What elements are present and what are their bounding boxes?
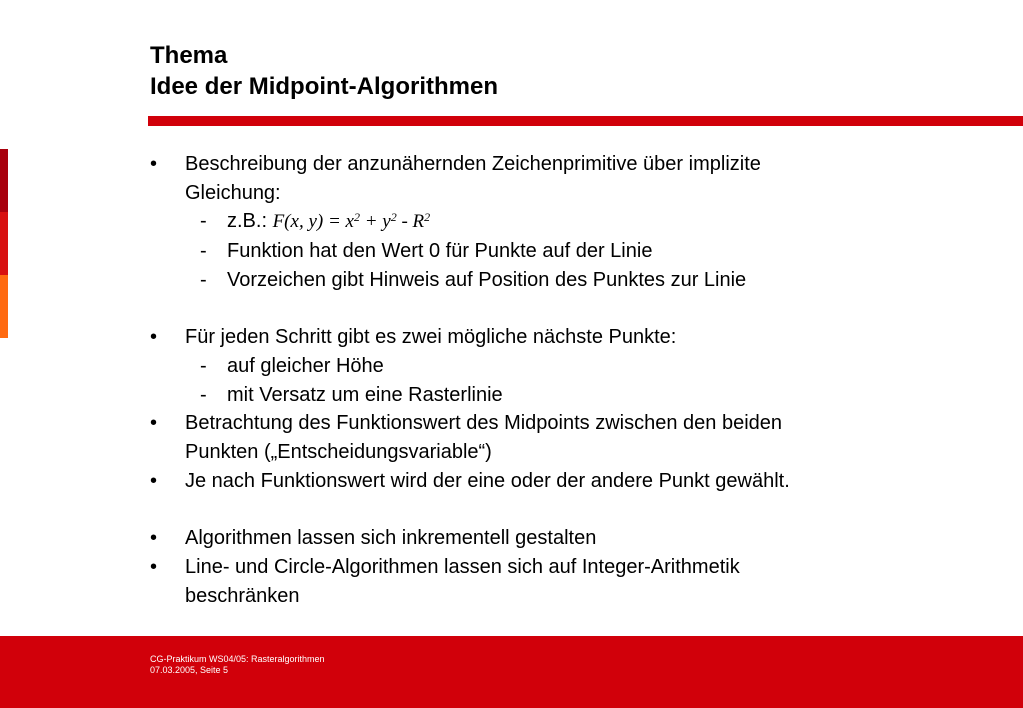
dash-marker: - [200, 268, 207, 291]
list-item [150, 323, 1000, 352]
list-item-text: Je nach Funktionswert wird der eine oder der andere Punkt gewählt. [185, 469, 790, 492]
dash-marker: - [200, 383, 207, 406]
sub-list-item-text: z.B.: [227, 210, 268, 233]
sub-list-item [150, 237, 1000, 266]
bullet-marker: • [150, 469, 158, 492]
list-item-continuation [150, 179, 1000, 208]
formula-exponent: 2 [424, 210, 431, 225]
dash-marker: - [200, 354, 207, 377]
title-divider [148, 116, 1023, 126]
sidebar-accent-red [0, 212, 8, 275]
footer-course: CG-Praktikum WS04/05: Rasteralgorithmen [150, 654, 325, 664]
list-item-text: beschränken [185, 584, 300, 607]
bullet-marker: • [150, 326, 158, 349]
spacer [150, 495, 1000, 524]
sidebar-accent-orange [0, 275, 8, 338]
list-item-continuation [150, 438, 1000, 467]
formula-part: F(x, y) = x [272, 211, 354, 233]
sub-list-item-text: Funktion hat den Wert 0 für Punkte auf der Linie [227, 240, 653, 263]
slide-body [150, 150, 1000, 610]
list-item-text: Für jeden Schritt gibt es zwei mögliche nächste Punkte: [185, 326, 677, 349]
list-item-text: Algorithmen lassen sich inkrementell gestalten [185, 527, 597, 550]
formula-part: - R [396, 211, 425, 233]
bullet-marker: • [150, 555, 158, 578]
title-line-2: Idee der Midpoint-Algorithmen [150, 73, 498, 100]
list-item-text: Betrachtung des Funktionswert des Midpoints zwischen den beiden [185, 412, 783, 435]
formula-exponent: 2 [353, 210, 360, 225]
sub-list-item [150, 352, 1000, 381]
bullet-marker: • [150, 153, 158, 175]
sub-list-item-text: mit Versatz um eine Rasterlinie [227, 383, 503, 406]
sub-list-item [150, 207, 1000, 237]
footer-date-page: 07.03.2005, Seite 5 [150, 665, 229, 675]
list-item [150, 467, 1000, 496]
list-item [150, 409, 1000, 438]
sidebar-accent-dark-red [0, 149, 8, 212]
formula-part: + y [359, 211, 391, 233]
list-item [150, 553, 1000, 582]
list-item-text: Punkten („Entscheidungsvariable“) [185, 441, 492, 464]
sub-list-item-text: auf gleicher Höhe [227, 354, 384, 377]
sub-list-item-text: Vorzeichen gibt Hinweis auf Position des Punktes zur Linie [227, 268, 747, 291]
bullet-marker: • [150, 412, 158, 435]
formula-exponent: 2 [390, 210, 397, 225]
bullet-marker: • [150, 527, 158, 550]
list-item [150, 150, 1000, 179]
dash-marker: - [200, 240, 207, 263]
list-item-text: Line- und Circle-Algorithmen lassen sich auf Integer-Arithmetik [185, 555, 740, 578]
sub-list-item [150, 381, 1000, 410]
title-line-1: Thema [150, 42, 228, 69]
list-item-text: Beschreibung der anzunähernden Zeichenprimitive über implizite [185, 153, 761, 175]
list-item-text: Gleichung: [185, 181, 281, 204]
spacer [150, 295, 1000, 324]
footer-text [150, 654, 325, 676]
formula [273, 211, 431, 232]
list-item [150, 524, 1000, 553]
list-item-continuation [150, 582, 1000, 611]
sub-list-item [150, 266, 1000, 295]
slide-title [150, 40, 498, 102]
dash-marker: - [200, 210, 207, 233]
